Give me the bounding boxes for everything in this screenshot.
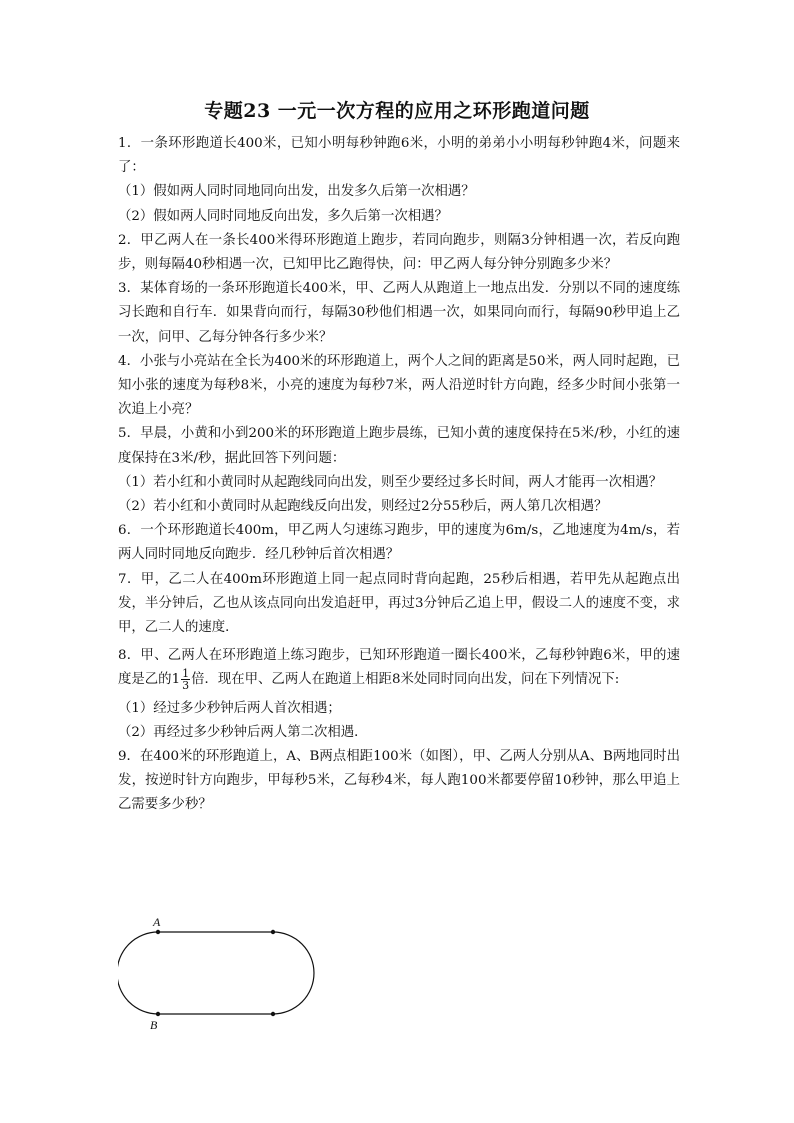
point-top-right-dot (271, 930, 275, 934)
problem-1-part-1: （1）假如两人同时同地同向出发，出发多久后第一次相遇？ (118, 184, 475, 200)
fraction (181, 668, 190, 691)
problem-9: 9．在400米的环形跑道上，A、B两点相距100米（如图），甲、乙两人分别从A、B两地同时出发，按逆时针方向跑步，甲每秒5米，乙每秒4米，每人跑100米都要停留10秒钟，那么甲追上乙需要多少秒？ (118, 749, 680, 813)
fraction-denominator: 3 (182, 679, 190, 693)
problem-5-part-1: （1）若小红和小黄同时从起跑线同向出发，则至少要经过多长时间，两人才能再一次相遇？ (118, 474, 663, 490)
problem-4: 4．小张与小亮站在全长为400米的环形跑道上，两个人之间的距离是50米，两人同时起跑，已知小张的速度为每秒8米，小亮的速度为每秒7米，两人沿逆时针方向跑，经多少时间小张第一次追上小亮？ (118, 353, 680, 418)
problem-7: 7．甲，乙二人在400m环形跑道上同一起点同时背向起跑，25秒后相遇，若甲先从起跑点出发，半分钟后，乙也从该点同向出发追赶甲，再过3分钟后乙追上甲，假设二人的速度不变，求甲，乙二人的速度． (118, 571, 680, 636)
document-title: 专题23 一元一次方程的应用之环形跑道问题 (204, 100, 590, 122)
problem-8-text-a: 8．甲、乙两人在环形跑道上练习跑步，已知环形跑道一圈长400米，乙每秒钟跑6米，甲的速度是乙的 (118, 648, 680, 688)
problem-8-part-1: （1）经过多少秒钟后两人首次相遇； (118, 700, 341, 716)
mixed-number-integer: 1 (171, 672, 181, 688)
point-a-label: A (153, 915, 161, 929)
point-b-label: B (150, 1018, 158, 1032)
problem-5: 5．早晨，小黄和小到200米的环形跑道上跑步晨练，已知小黄的速度保持在5米/秒，小红的速度保持在3米/秒，据此回答下列问题： (118, 426, 680, 466)
track-figure (118, 914, 318, 1032)
problem-8-part-2: （2）再经过多少秒钟后两人第二次相遇． (118, 724, 368, 740)
problem-1-part-2: （2）假如两人同时同地反向出发，多久后第一次相遇？ (118, 208, 448, 224)
point-bottom-right-dot (271, 1012, 275, 1016)
oval-track (118, 932, 314, 1014)
fraction-numerator: 1 (182, 667, 190, 681)
problem-8-text-b: 倍．现在甲、乙两人在跑道上相距8米处同时同向出发，问在下列情况下: (191, 672, 620, 688)
point-b-dot (156, 1012, 160, 1016)
point-a-dot (156, 930, 160, 934)
problem-1: 1．一条环形跑道长400米，已知小明每秒钟跑6米，小明的弟弟小小明每秒钟跑4米，问题来了： (118, 136, 680, 176)
problem-list (118, 132, 680, 818)
problem-8 (118, 644, 680, 692)
problem-3: 3．某体育场的一条环形跑道长400米，甲、乙两人从跑道上一地点出发．分别以不同的速度练习长跑和自行车．如果背向而行，每隔30秒他们相遇一次，如果同向而行，每隔90秒甲追上乙一次，问甲、乙每分钟各行多少米？ (118, 281, 680, 345)
problem-2: 2．甲乙两人在一条长400米得环形跑道上跑步，若同向跑步，则隔3分钟相遇一次，若反向跑步，则每隔40秒相遇一次，已知甲比乙跑得快，问：甲乙两人每分钟分别跑多少米？ (118, 232, 680, 273)
problem-6: 6．一个环形跑道长400m，甲乙两人匀速练习跑步，甲的速度为6m/s，乙地速度为4m/s，若两人同时同地反向跑步．经几秒钟后首次相遇？ (118, 523, 680, 563)
problem-5-part-2: （2）若小红和小黄同时从起跑线反向出发，则经过2分55秒后，两人第几次相遇？ (118, 499, 608, 515)
